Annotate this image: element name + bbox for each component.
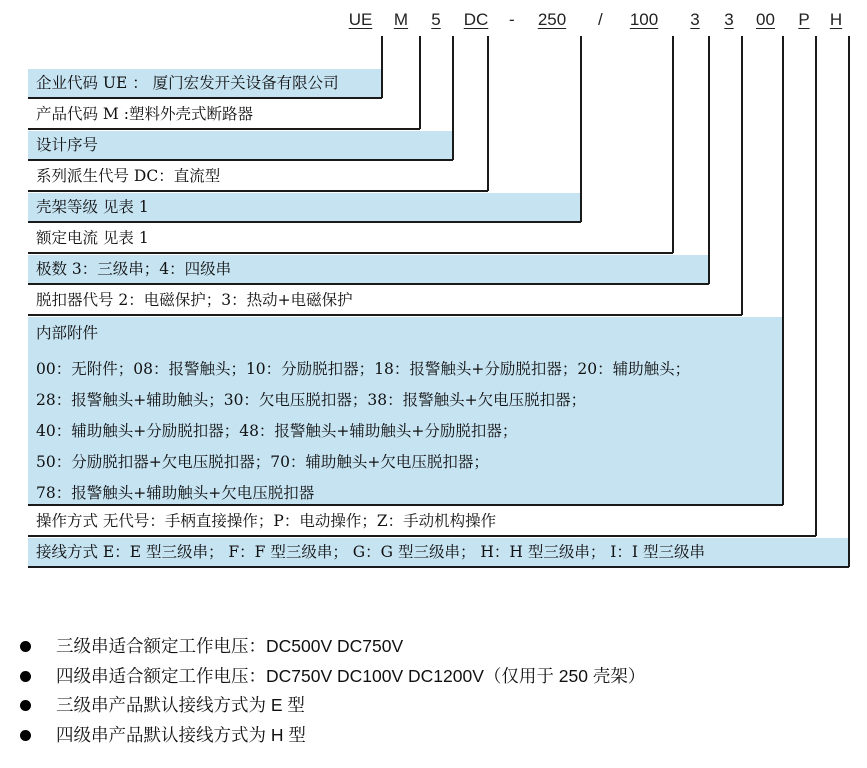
leader-line	[28, 566, 849, 568]
leader-line	[419, 36, 421, 129]
bullet-icon	[20, 700, 31, 711]
bullet-icon	[20, 730, 31, 741]
note-text: 四级串产品默认接线方式为 H 型	[56, 724, 306, 745]
note-text: 三级串产品默认接线方式为 E 型	[56, 695, 305, 715]
note-item	[18, 721, 645, 751]
row-product-code: 产品代码 M :塑料外壳式断路器	[28, 100, 419, 128]
row-operation-mode: 操作方式 无代号：手柄直接操作；P：电动操作；Z：手动机构操作	[28, 507, 815, 535]
leader-line	[580, 36, 582, 222]
leader-line	[28, 97, 382, 99]
code-segment-frame: 250	[537, 10, 567, 29]
code-segment-accessory: 00	[756, 10, 775, 29]
note-item	[18, 632, 645, 662]
code-segment-product: M	[393, 10, 409, 29]
leader-line	[381, 36, 383, 98]
leader-line	[28, 504, 783, 506]
code-segment-poles: 3	[690, 10, 700, 29]
leader-line	[815, 36, 817, 536]
row-design-serial: 设计序号	[28, 131, 452, 159]
accessories-line: 40：辅助触头+分励脱扣器；48：报警触头+辅助触头+分励脱扣器；	[36, 422, 518, 440]
leader-line	[452, 36, 454, 160]
row-series-code: 系列派生代号 DC：直流型	[28, 162, 487, 190]
leader-line	[782, 36, 784, 505]
accessories-line: 28：报警触头+辅助触头；30：欠电压脱扣器；38：报警触头+欠电压脱扣器；	[36, 391, 587, 409]
leader-line	[487, 36, 489, 191]
note-text: 四级串适合额定工作电压：DC750V DC100V DC1200V（仅用于 250 壳架）	[56, 665, 646, 686]
code-segment-current: 100	[629, 10, 659, 29]
bullet-icon	[20, 671, 31, 682]
leader-line	[28, 221, 581, 223]
row-wiring-mode: 接线方式 E：E 型三级串； F：F 型三级串； G：G 型三级串； H：H 型三级串； I：I 型三级串	[28, 538, 848, 566]
row-release-code: 脱扣器代号 2：电磁保护；3：热动+电磁保护	[28, 286, 741, 314]
leader-line	[28, 314, 742, 316]
leader-line	[28, 535, 816, 537]
leader-line	[741, 36, 743, 315]
leader-line	[672, 36, 674, 253]
leader-line	[28, 128, 420, 130]
row-company-code: 企业代码 UE ： 厦门宏发开关设备有限公司	[28, 69, 381, 97]
accessories-line: 50：分励脱扣器+欠电压脱扣器；70：辅助触头+欠电压脱扣器；	[36, 453, 489, 471]
leader-line	[28, 283, 709, 285]
row-poles: 极数 3：三级串；4：四级串	[28, 255, 708, 283]
note-item	[18, 691, 645, 721]
leader-line	[28, 159, 453, 161]
row-frame-grade: 壳架等级 见表 1	[28, 193, 580, 221]
leader-line	[848, 36, 850, 567]
code-segment-design: 5	[431, 10, 441, 29]
code-separator-slash: /	[598, 10, 603, 29]
code-segment-company: UE	[348, 10, 373, 29]
accessories-line: 00：无附件；08：报警触头；10：分励脱扣器；18：报警触头+分励脱扣器；20：辅助触头；	[36, 360, 691, 378]
code-segment-series: DC	[463, 10, 489, 29]
code-segment-operation: P	[798, 10, 810, 29]
leader-line	[28, 190, 488, 192]
leader-line	[28, 252, 673, 254]
leader-line	[708, 36, 710, 284]
code-segment-wiring: H	[829, 10, 843, 29]
notes-list	[18, 632, 645, 750]
accessories-title: 内部附件	[36, 324, 99, 342]
code-segment-release: 3	[724, 10, 734, 29]
bullet-icon	[20, 641, 31, 652]
accessories-line: 78：报警触头+辅助触头+欠电压脱扣器	[36, 484, 315, 502]
note-text: 三级串适合额定工作电压：DC500V DC750V	[56, 636, 404, 656]
panel-internal-accessories	[28, 317, 782, 505]
row-rated-current: 额定电流 见表 1	[28, 224, 672, 252]
note-item	[18, 662, 645, 692]
code-separator-dash: -	[509, 10, 515, 29]
